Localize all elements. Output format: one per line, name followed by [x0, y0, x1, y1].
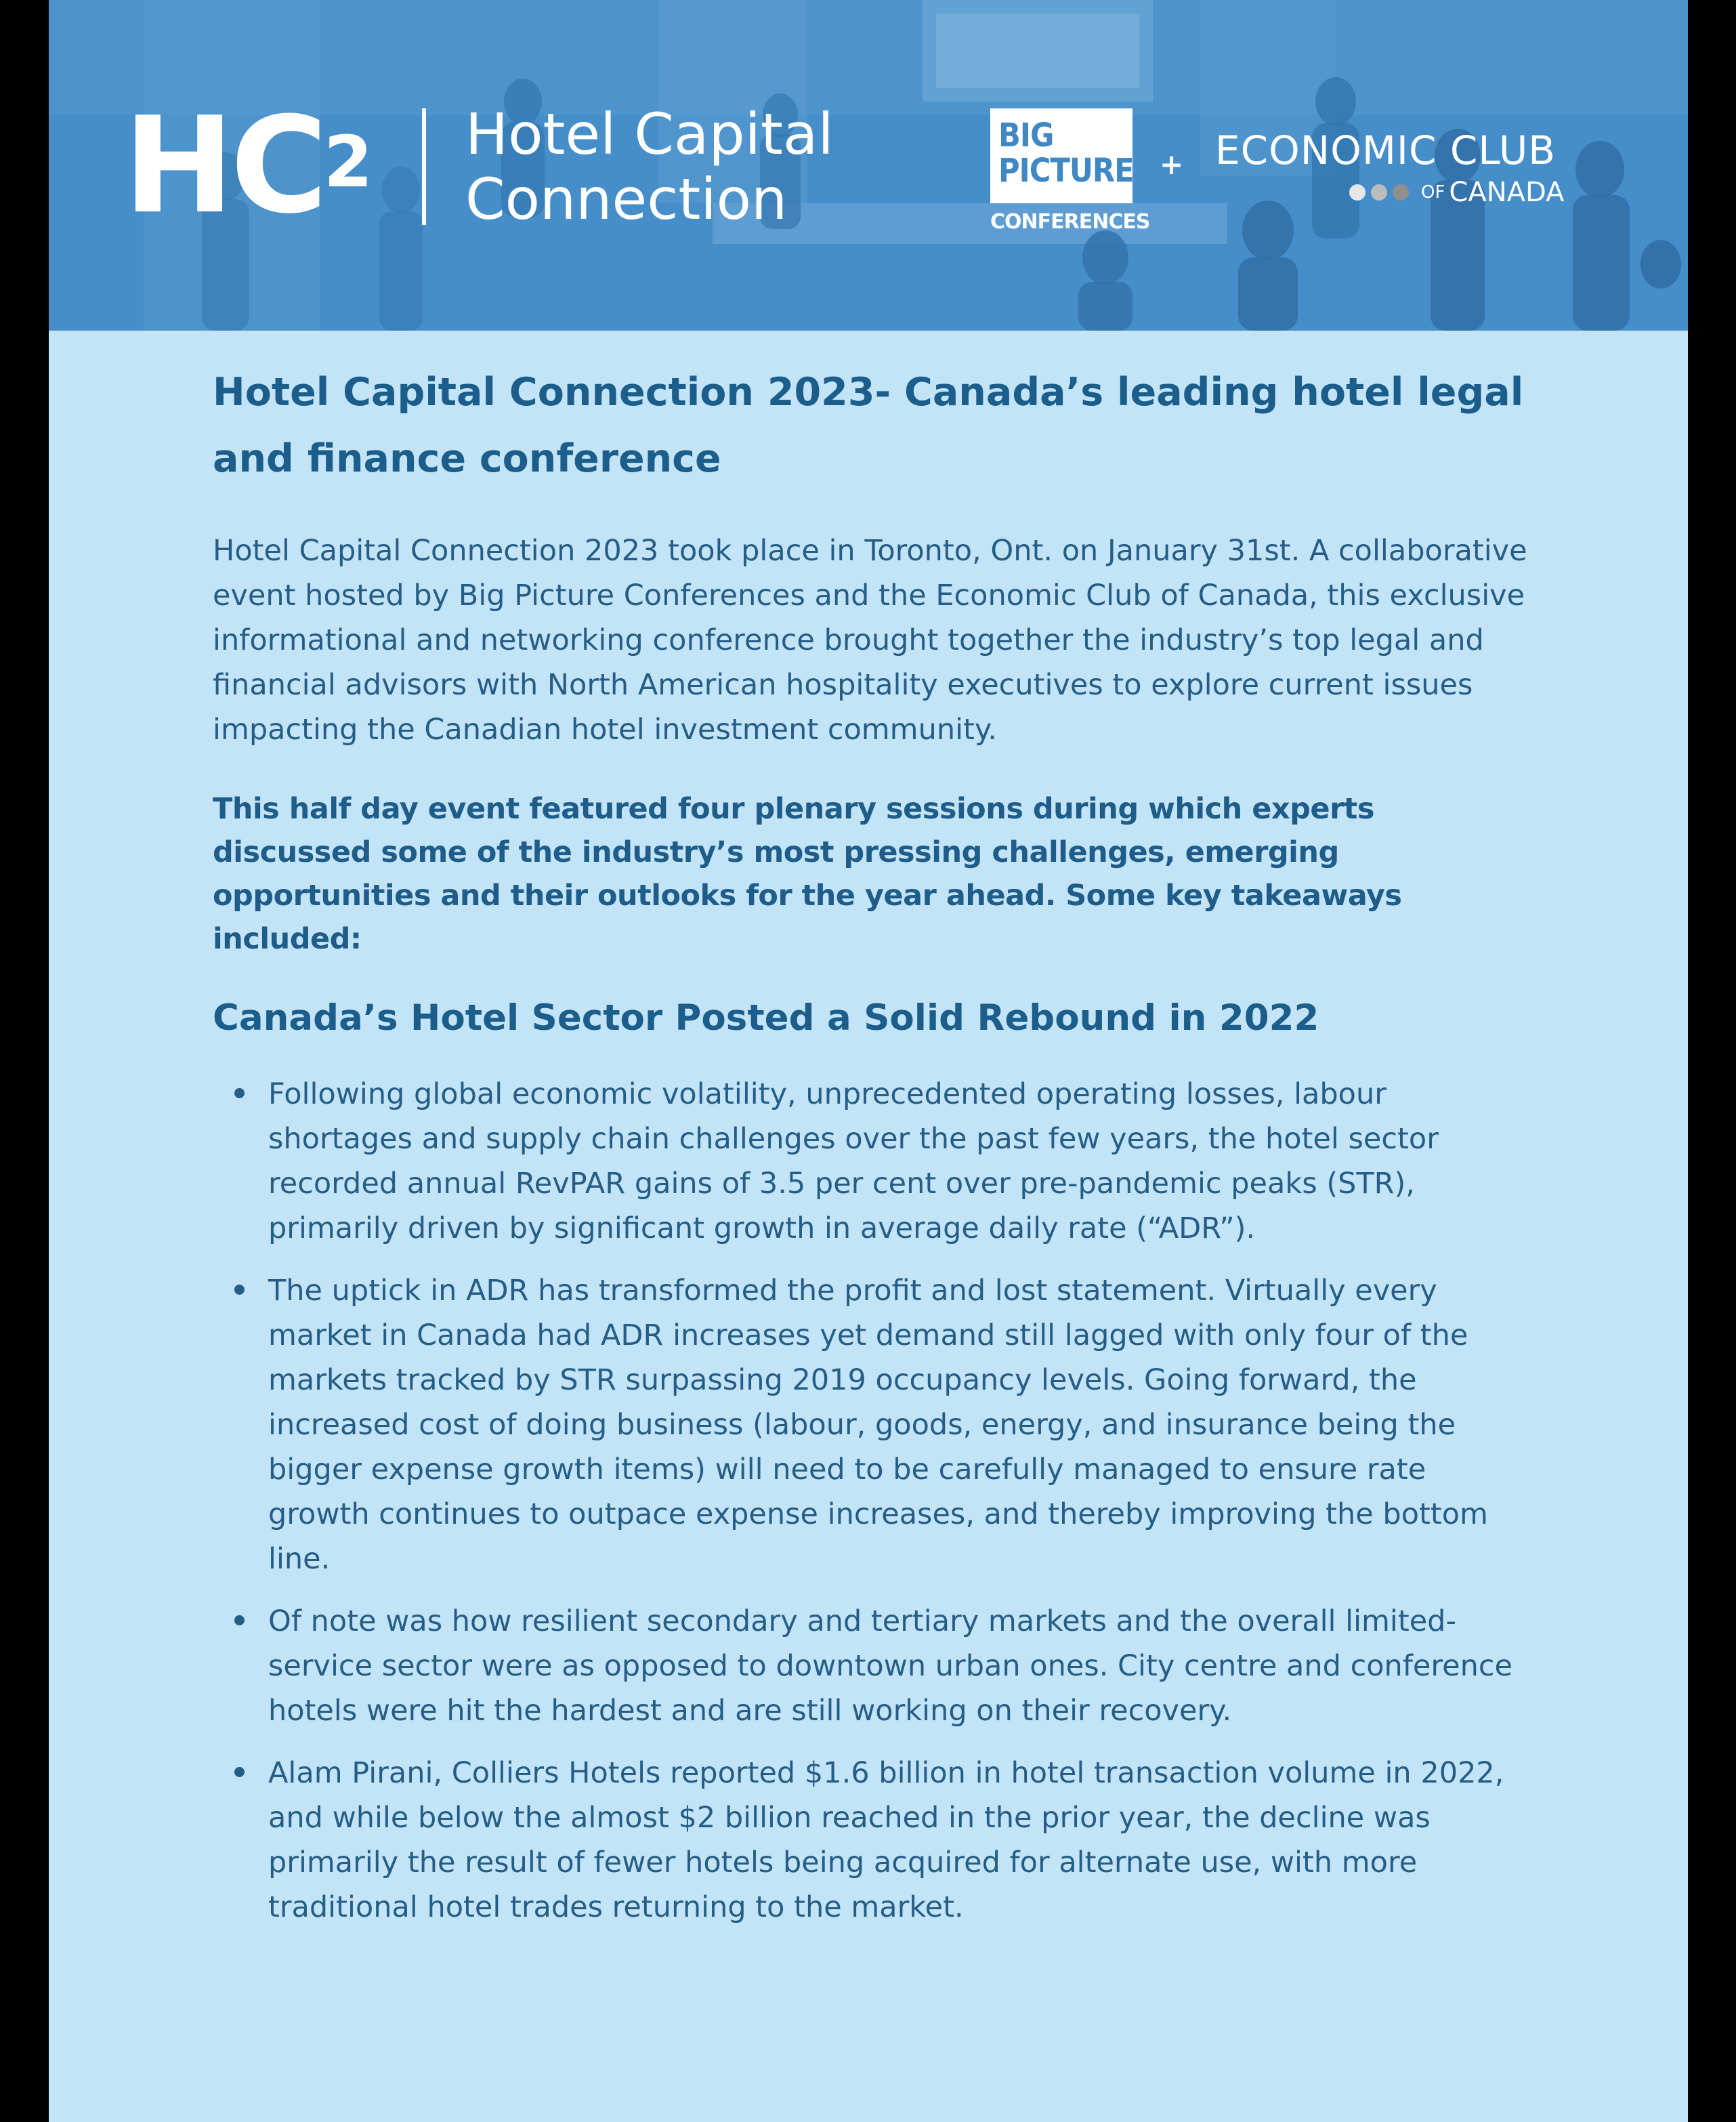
hc2-logo: $HC^2$	[123, 89, 373, 243]
list-item: Alam Pirani, Colliers Hotels reported $1.6 billion in hotel transaction volume in 2022, and while below the almost $2 billion reached in the prior year, the decline was primarily the result of fewer hotels being acquired for alternate use, with more traditional hotel trades returning to the market.	[213, 1751, 1533, 1930]
bullet-icon	[234, 1615, 245, 1625]
bullet-icon	[234, 1285, 245, 1295]
list-item: Of note was how resilient secondary and tertiary markets and the overall limited-service sector were as opposed to downtown urban ones. City centre and conference hotels were hit the hardest and are still working on their recovery.	[213, 1599, 1533, 1733]
bullet-icon	[234, 1088, 245, 1098]
article-title: Hotel Capital Connection 2023- Canada’s leading hotel legal and finance conference	[213, 370, 1524, 481]
document-page	[49, 0, 1688, 2122]
list-item: Following global economic volatility, unprecedented operating losses, labour shortages and supply chain challenges over the past few years, the hotel sector recorded annual RevPAR gains of 3.5 per cent over pre-pandemic peaks (STR), primarily driven by significant growth in average daily rate (“ADR”).	[213, 1072, 1533, 1251]
logo-dot-icon	[1371, 184, 1387, 201]
big-picture-conferences-logo: BIG PICTURE CONFERENCES	[990, 108, 1132, 237]
summary-paragraph: This half day event featured four plenary sessions during which experts discussed some of the industry’s most pressing challenges, emerging opportunities and their outlooks for the year ahead. Some key takeaways included:	[213, 792, 1402, 956]
list-item: The uptick in ADR has transformed the profit and lost statement. Virtually every market in Canada had ADR increases yet demand still lagged with only four of the markets tracked by STR surpassing 2019 occupancy levels. Going forward, the increased cost of doing business (labour, goods, energy, and insurance being the bigger expense growth items) will need to be carefully managed to ensure rate growth continues to outpace expense increases, and thereby improving the bottom line.	[213, 1268, 1533, 1581]
intro-paragraph: Hotel Capital Connection 2023 took place in Toronto, Ont. on January 31st. A collaborative event hosted by Big Picture Conferences and the Economic Club of Canada, this exclusive informational and networking conference brought together the industry’s top legal and financial advisors with North American hospitality executives to explore current issues impacting the Canadian hotel investment community.	[213, 534, 1527, 747]
economic-club-logo-title: ECONOMIC CLUB	[1215, 127, 1557, 173]
section-heading: Canada’s Hotel Sector Posted a Solid Rebound in 2022	[213, 997, 1319, 1039]
plus-sign: +	[1160, 148, 1184, 181]
takeaways-list	[213, 1072, 1533, 1930]
bullet-icon	[234, 1767, 245, 1777]
header-banner	[49, 0, 1688, 331]
hotel-capital-connection-wordmark: Hotel Capital Connection	[465, 101, 834, 232]
logo-dot-icon	[1393, 184, 1409, 201]
article-body	[213, 359, 1533, 1947]
logo-dot-icon	[1349, 184, 1365, 201]
economic-club-logo-subtitle: OF CANADA	[1349, 176, 1564, 206]
logo-divider	[422, 108, 426, 225]
